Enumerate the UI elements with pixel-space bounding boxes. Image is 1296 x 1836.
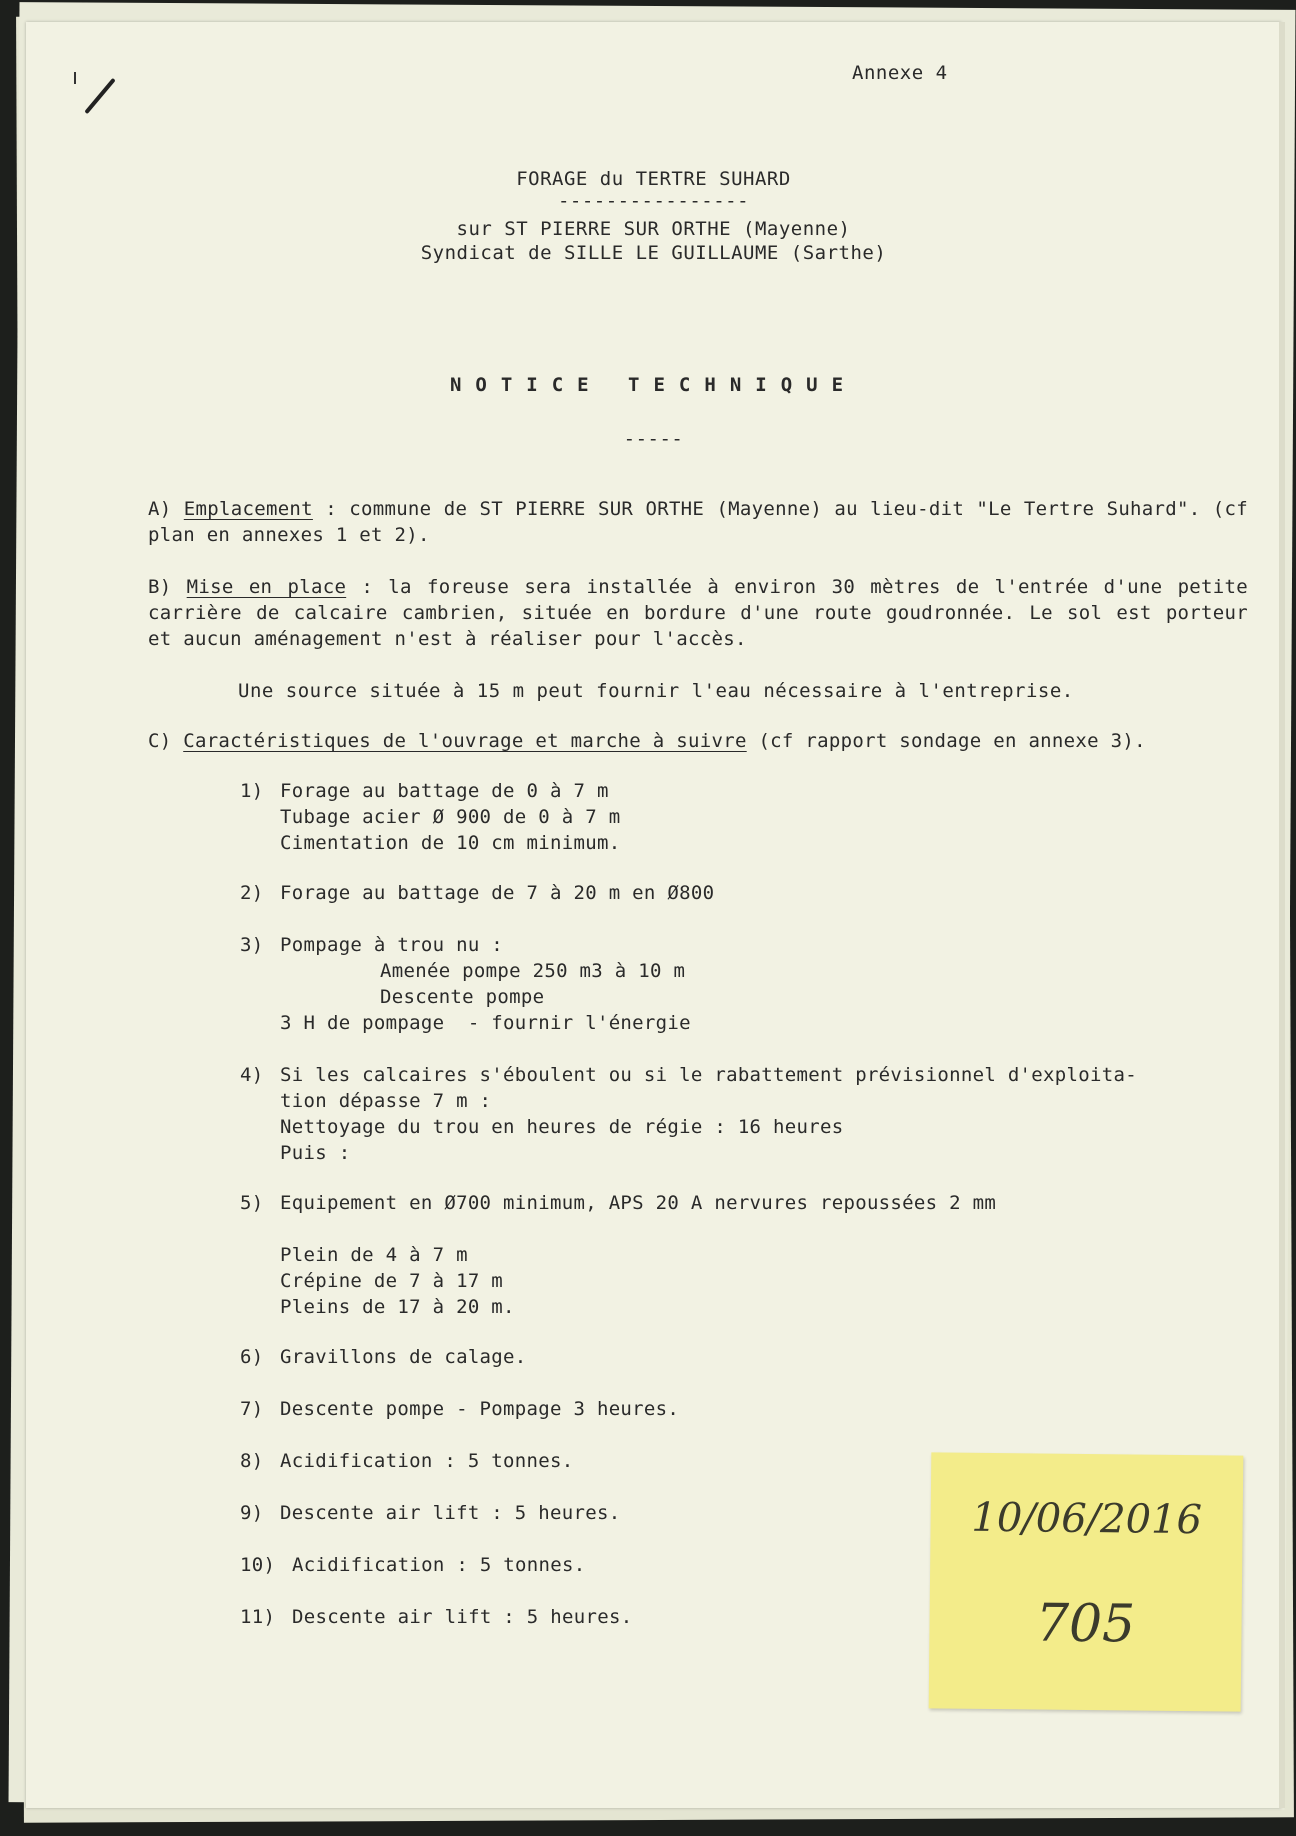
section-a-text: : commune de ST PIERRE SUR ORTHE (Mayenne) au lieu-dit "Le Tertre Suhard". (cf plan en annexes 1 et 2). [148,498,1248,546]
list-item [240,1344,527,1370]
item-number: 4) [240,1064,264,1086]
list-item [240,1604,632,1630]
list-item [240,880,714,906]
list-item [240,932,503,958]
handwritten-number: 705 [1035,1593,1136,1655]
item-number: 11) [240,1606,276,1628]
list-item [240,1062,1137,1088]
sticky-note [929,1452,1244,1711]
handwritten-date: 10/06/2016 [971,1494,1203,1544]
item-number: 2) [240,882,264,904]
document-title: FORAGE du TERTRE SUHARD [516,168,791,190]
section-a-label: A) [148,498,184,520]
item-text: Equipement en Ø700 minimum, APS 20 A nervures repoussées 2 mm [280,1192,997,1214]
item-number: 5) [240,1192,264,1214]
item-number: 1) [240,780,264,802]
document-page [26,22,1281,1808]
list-item [240,1500,620,1526]
item-text: Nettoyage du trou en heures de régie : 16 heures [280,1116,844,1138]
list-item [240,778,609,804]
item-text: Gravillons de calage. [280,1346,527,1368]
item-text: Acidification : 5 tonnes. [280,1450,574,1472]
item-text: Pompage à trou nu : [280,934,504,956]
section-c [148,728,1248,754]
item-text: Puis : [280,1142,351,1164]
item-number: 8) [240,1450,264,1472]
item-text: Tubage acier Ø 900 de 0 à 7 m [280,806,621,828]
title-dashes: ---------------- [557,190,750,212]
item-text: Descente pompe [380,986,545,1008]
list-item [240,1396,679,1422]
page-edge [1279,22,1285,1808]
section-b-term: Mise en place [186,576,347,598]
item-number: 10) [240,1554,276,1576]
item-text: 3 H de pompage - fournir l'énergie [280,1012,691,1034]
item-number: 7) [240,1398,264,1420]
section-a-term: Emplacement [183,498,313,520]
heading-dashes: ----- [623,428,684,450]
section-a [148,496,1248,548]
section-b [148,574,1248,652]
list-item [240,1190,996,1216]
item-text: Descente pompe - Pompage 3 heures. [280,1398,680,1420]
list-item [240,1552,585,1578]
syndicate-line: Syndicat de SILLE LE GUILLAUME (Sarthe) [420,242,887,264]
item-text: Descente air lift : 5 heures. [280,1502,621,1524]
item-text: Si les calcaires s'éboulent ou si le rabattement prévisionnel d'exploita- [280,1064,1137,1086]
item-text: Plein de 4 à 7 m [280,1244,468,1266]
pen-stroke-mark [84,78,115,114]
item-number: 3) [240,934,264,956]
item-number: 9) [240,1502,264,1524]
section-c-text: (cf rapport sondage en annexe 3). [746,730,1146,752]
item-text: Forage au battage de 0 à 7 m [280,780,609,802]
section-c-label: C) [148,730,184,752]
notice-heading: NOTICE TECHNIQUE [449,374,858,396]
pen-tick-mark [74,72,76,84]
section-b-text: : la foreuse sera installée à environ 30 mètres de l'entrée d'une petite carrière de calcaire cambrien, située en bordure d'une route goudronnée. Le sol est porteur et aucun aménagement n'est à réaliser pour l'accès. [148,576,1248,650]
item-text: Crépine de 7 à 17 m [280,1270,504,1292]
item-text: tion dépasse 7 m : [280,1090,492,1112]
list-item [240,1448,573,1474]
item-text: Forage au battage de 7 à 20 m en Ø800 [280,882,715,904]
annex-label: Annexe 4 [852,62,948,84]
section-c-term: Caractéristiques de l'ouvrage et marche à suivre [183,730,747,752]
section-b-note: Une source située à 15 m peut fournir l'eau nécessaire à l'entreprise. [238,680,1074,702]
item-text: Cimentation de 10 cm minimum. [280,832,621,854]
section-b-label: B) [148,576,187,598]
item-text: Acidification : 5 tonnes. [292,1554,586,1576]
location-line: sur ST PIERRE SUR ORTHE (Mayenne) [456,218,851,240]
item-number: 6) [240,1346,264,1368]
item-text: Pleins de 17 à 20 m. [280,1296,515,1318]
item-text: Descente air lift : 5 heures. [292,1606,633,1628]
item-text: Amenée pompe 250 m3 à 10 m [380,960,686,982]
